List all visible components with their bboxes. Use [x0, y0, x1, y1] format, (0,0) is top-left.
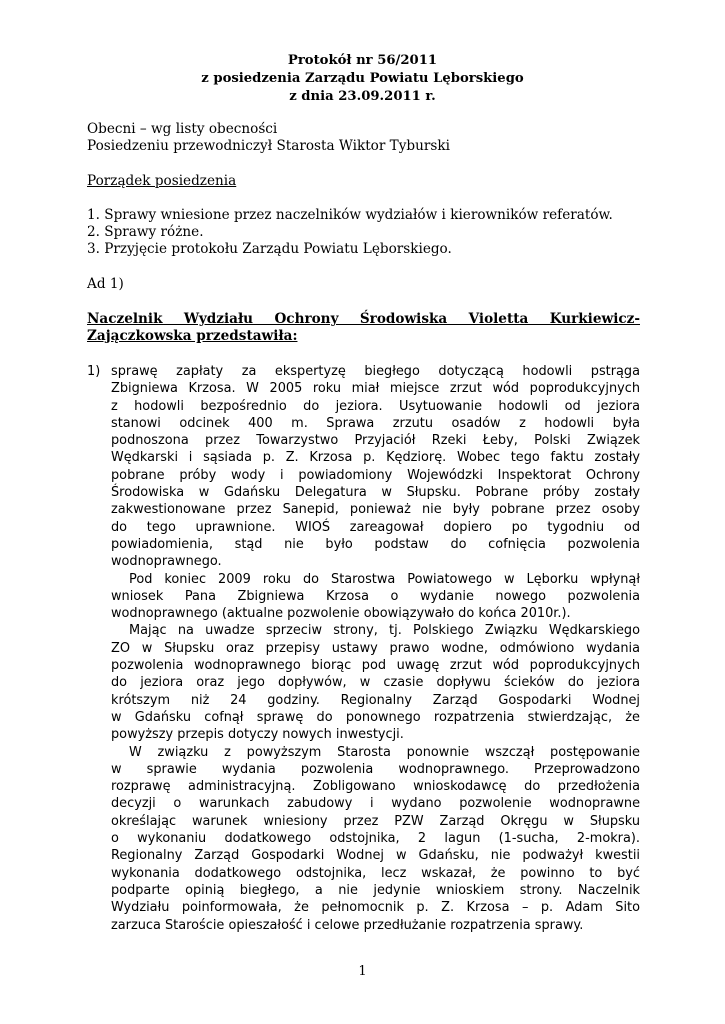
text-line: pozwolenia wodnoprawnego biorąc pod uwagę zrzut wód poprodukcyjnych	[111, 658, 640, 674]
text-line: decyzji o warunkach zabudowy i wydano pozwolenie wodnoprawne	[111, 796, 640, 812]
text-line: zarzuca Staroście opieszałość i celowe przedłużanie rozpatrzenia sprawy.	[111, 917, 584, 933]
presenter-line: Naczelnik Wydziału Ochrony Środowiska Violetta Kurkiewicz-	[87, 311, 640, 327]
text-line: krótszym niż 24 godziny. Regionalny Zarząd Gospodarki Wodnej	[111, 692, 640, 708]
ad1-label: Ad 1)	[87, 276, 124, 292]
text-line: stanowi odcinek 400 m. Sprawa zrzutu osadów z hodowli była	[111, 415, 640, 431]
protocol-title: Protokół nr 56/2011	[287, 53, 438, 68]
page-number: 1	[358, 964, 367, 979]
agenda-heading-block	[87, 173, 640, 190]
ad1-label-block	[87, 276, 640, 293]
text-line: z hodowli bezpośrednio do jeziora. Usytuowanie hodowli od jeziora	[111, 398, 640, 414]
text-line: zakwestionowane przez Sanepid, ponieważ nie były pobrane przez osoby	[111, 502, 640, 518]
text-line: powyższy przepis dotyczy nowych inwestycji.	[111, 727, 404, 743]
agenda-item: 3. Przyjęcie protokołu Zarządu Powiatu Lęborskiego.	[87, 241, 452, 258]
list-marker: 1)	[87, 364, 101, 379]
text-line: w Gdańsku cofnął sprawę do ponownego rozpatrzenia stwierdzając, że	[111, 709, 640, 725]
text-line: Mając na uwadze sprzeciw strony, tj. Polskiego Związku Wędkarskiego	[129, 623, 640, 639]
text-line: w sprawie wydania pozwolenia wodnoprawnego. Przeprowadzono	[111, 761, 640, 777]
text-line: podparte opinią biegłego, a nie jedynie wnioskiem strony. Naczelnik	[111, 882, 640, 898]
text-line: wodnoprawnego (aktualne pozwolenie obowiązywało do końca 2010r.).	[111, 606, 571, 622]
text-line: Wędkarski i sąsiada p. Z. Krzosa p. Kędziorę. Wobec tego faktu zostały	[111, 450, 640, 466]
text-line: ZO w Słupsku oraz przepisy ustawy prawo wodne, odmówiono wydania	[111, 640, 640, 656]
protocol-subtitle: z posiedzenia Zarządu Powiatu Lęborskiego	[201, 71, 524, 86]
text-line: wodnoprawnego.	[111, 554, 222, 570]
presenter-heading	[87, 311, 640, 345]
presenter-line: Zajączkowska przedstawiła:	[87, 328, 298, 345]
ad1-item-body	[111, 363, 640, 934]
agenda-item: 1. Sprawy wniesione przez naczelników wydziałów i kierowników referatów.	[87, 207, 613, 223]
text-line: do tego uprawnione. WIOŚ zareagował dopiero po tygodniu od	[111, 519, 640, 535]
text-line: Środowiska w Gdańsku Delegatura w Słupsku. Pobrane próby zostały	[111, 485, 640, 501]
text-line: pobrane próby wody i powiadomiony Wojewódzki Inspektorat Ochrony	[111, 467, 640, 483]
text-line: wykonania dodatkowego odstojnika, lecz wskazał, że powinno to być	[111, 865, 640, 881]
paragraph	[111, 744, 640, 934]
text-line: W związku z powyższym Starosta ponownie wszczął postępowanie	[129, 744, 640, 760]
text-line: sprawę zapłaty za ekspertyzę biegłego dotyczącą hodowli pstrąga	[111, 364, 640, 379]
text-line: do jeziora oraz jego dopływów, w czasie dopływu ścieków do jeziora	[111, 675, 640, 691]
attendance-block	[87, 121, 640, 155]
text-line: wniosek Pana Zbigniewa Krzosa o wydanie nowego pozwolenia	[111, 588, 640, 604]
agenda-heading: Porządek posiedzenia	[87, 173, 237, 189]
paragraph	[111, 571, 640, 623]
text-line: powiadomienia, stąd nie było podstaw do cofnięcia pozwolenia	[111, 536, 640, 552]
paragraph	[111, 363, 640, 571]
chairman-line: Posiedzeniu przewodniczył Starosta Wiktor Tyburski	[87, 138, 450, 155]
text-line: rozprawę administracyjną. Zobligowano wnioskodawcę do przedłożenia	[111, 779, 640, 795]
agenda-list	[87, 207, 640, 259]
protocol-header	[0, 52, 725, 106]
text-line: Regionalny Zarząd Gospodarki Wodnej w Gdańsku, nie podważył kwestii	[111, 848, 640, 864]
text-line: określając warunek wniesiony przez PZW Zarząd Okręgu w Słupsku	[111, 813, 640, 829]
paragraph	[111, 622, 640, 743]
protocol-date: z dnia 23.09.2011 r.	[289, 89, 436, 104]
text-line: podnoszona przez Towarzystwo Przyjaciół Rzeki Łeby, Polski Związek	[111, 433, 640, 449]
attendance-line: Obecni – wg listy obecności	[87, 121, 278, 137]
text-line: o wykonaniu dodatkowego odstojnika, 2 lagun (1-sucha, 2-mokra).	[111, 831, 640, 847]
text-line: Wydziału poinformowała, że pełnomocnik p. Z. Krzosa – p. Adam Sito	[111, 900, 640, 916]
text-line: Zbigniewa Krzosa. W 2005 roku miał miejsce zrzut wód poprodukcyjnych	[111, 381, 640, 397]
text-line: Pod koniec 2009 roku do Starostwa Powiatowego w Lęborku wpłynął	[129, 571, 640, 587]
agenda-item: 2. Sprawy różne.	[87, 224, 204, 241]
